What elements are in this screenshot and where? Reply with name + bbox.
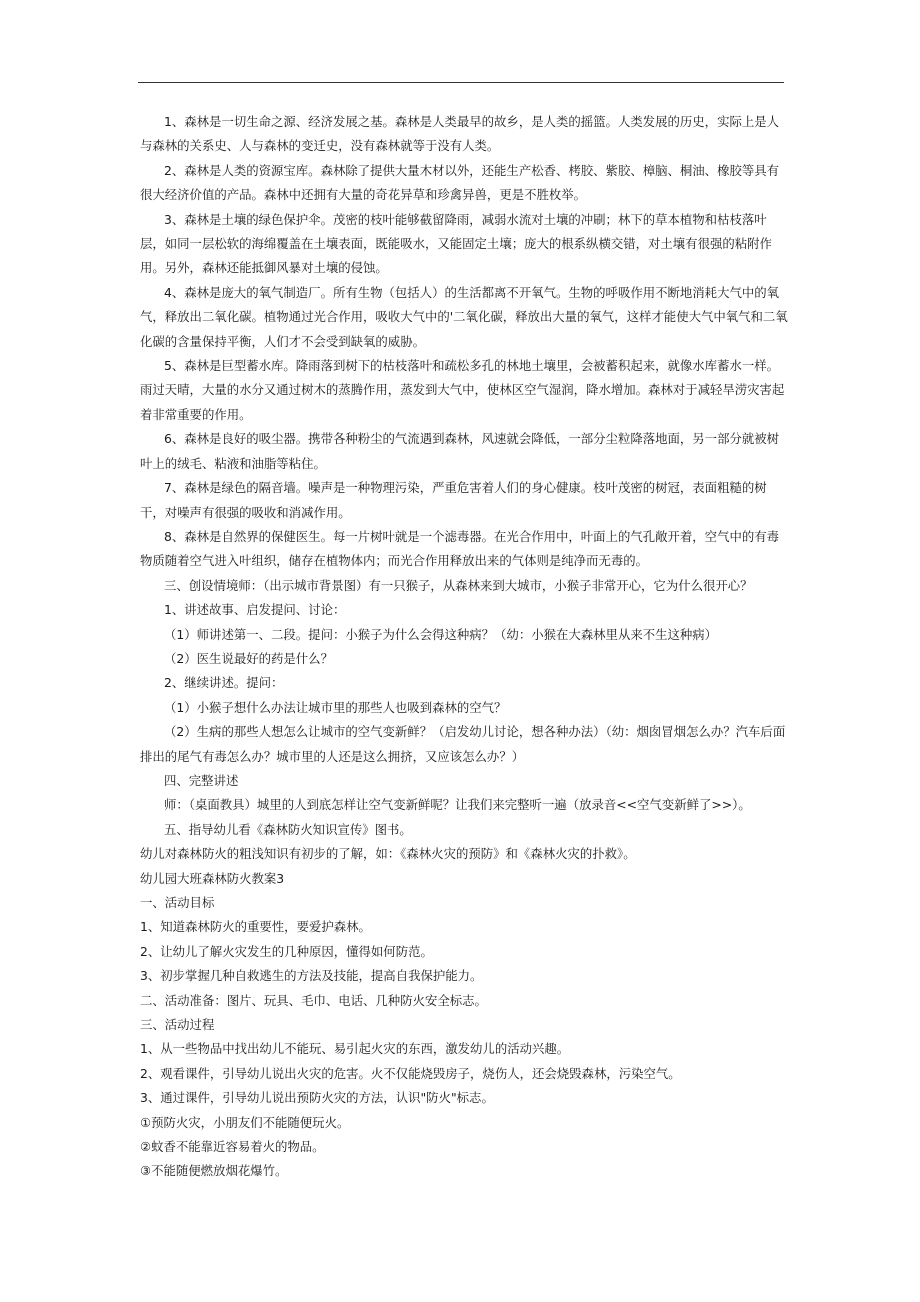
paragraph: 2、观看课件，引导幼儿说出火灾的危害。火不仅能烧毁房子，烧伤人，还会烧毁森林，污染空气。 (140, 1065, 681, 1081)
document-body (140, 110, 788, 1184)
paragraph: ③不能随便燃放烟花爆竹。 (140, 1163, 288, 1179)
paragraph: 三、活动过程 (140, 1017, 215, 1033)
paragraph: 2、让幼儿了解火灾发生的几种原因，懂得如何防范。 (140, 943, 433, 959)
paragraph: （1）师讲述第一、二段。提问：小猴子为什么会得这种病？（幼：小猴在大森林里从来不生这种病） (164, 626, 718, 642)
paragraph: 8、森林是自然界的保健医生。每一片树叶就是一个滤毒器。在光合作用中，叶面上的气孔敞开着，空气中的有毒物质随着空气进入叶组织，储存在植物体内；而光合作用释放出来的气体则是纯净而无毒的。 (140, 528, 780, 569)
paragraph: （1）小猴子想什么办法让城市里的那些人也吸到森林的空气？ (164, 699, 507, 715)
paragraph: 2、森林是人类的资源宝库。森林除了提供大量木材以外，还能生产松香、栲胶、紫胶、樟脑、桐油、橡胶等具有很大经济价值的产品。森林中还拥有大量的奇花异草和珍禽异兽，更是不胜枚举。 (140, 162, 780, 203)
paragraph: 1、从一些物品中找出幼儿不能玩、易引起火灾的东西，激发幼儿的活动兴趣。 (140, 1041, 570, 1057)
paragraph: 7、森林是绿色的隔音墙。噪声是一种物理污染，严重危害着人们的身心健康。枝叶茂密的树冠，表面粗糙的树干，对噪声有很强的吸收和消减作用。 (140, 480, 767, 520)
paragraph: 师：（桌面教具）城里的人到底怎样让空气变新鲜呢？让我们来完整听一遍（放录音<<空气变新鲜了>>）。 (164, 797, 751, 813)
paragraph: ①预防火灾，小朋友们不能随便玩火。 (140, 1114, 350, 1130)
paragraph: 3、森林是土壤的绿色保护伞。茂密的枝叶能够截留降雨，减弱水流对土壤的冲刷；林下的草本植物和枯枝落叶层，如同一层松软的海绵覆盖在土壤表面，既能吸水，又能固定土壤；庞大的根系纵横交错，对土壤有很强的粘附作用。另外，森林还能抵御风暴对土壤的侵蚀。 (140, 211, 772, 276)
paragraph: 5、森林是巨型蓄水库。降雨落到树下的枯枝落叶和疏松多孔的林地土壤里，会被蓄积起来，就像水库蓄水一样。雨过天晴，大量的水分又通过树木的蒸腾作用，蒸发到大气中，使林区空气湿润，降水增加。森林对于减轻旱涝灾害起着非常重要的作用。 (140, 358, 785, 422)
paragraph: 1、讲述故事、启发提问、讨论： (164, 602, 346, 618)
paragraph: 2、继续讲述。提问： (164, 675, 284, 691)
paragraph: 1、知道森林防火的重要性，要爱护森林。 (140, 919, 371, 935)
paragraph: 6、森林是良好的吸尘器。携带各种粉尘的气流遇到森林，风速就会降低，一部分尘粒降落地面，另一部分就被树叶上的绒毛、粘液和油脂等粘住。 (140, 431, 780, 471)
paragraph: 五、指导幼儿看《森林防火知识宣传》图书。 (164, 821, 412, 837)
paragraph: 幼儿对森林防火的粗浅知识有初步的了解，如：《森林火灾的预防》和《森林火灾的扑救》。 (140, 846, 636, 862)
paragraph: （2）医生说最好的药是什么？ (164, 650, 333, 666)
paragraph: 幼儿园大班森林防火教案3 (140, 870, 285, 886)
paragraph: ②蚊香不能靠近容易着火的物品。 (140, 1139, 325, 1155)
paragraph: 四、完整讲述 (164, 772, 239, 788)
paragraph: 二、活动准备：图片、玩具、毛巾、电话、几种防火安全标志。 (140, 992, 487, 1008)
paragraph: 4、森林是庞大的氧气制造厂。所有生物（包括人）的生活都离不开氧气。生物的呼吸作用不断地消耗大气中的氧气，释放出二氧化碳。植物通过光合作用，吸收大气中的'二氧化碳，释放出大量的氧气，这样才能使大气中氧气和二氧化碳的含量保持平衡，人们才不会受到缺氧的威胁。 (140, 284, 788, 349)
paragraph: 1、森林是一切生命之源、经济发展之基。森林是人类最早的故乡，是人类的摇篮。人类发展的历史，实际上是人与森林的关系史、人与森林的变迁史，没有森林就等于没有人类。 (140, 114, 780, 154)
paragraph: 三、创设情境师：（出示城市背景图）有一只猴子，从森林来到大城市，小猴子非常开心，它为什么很开心？ (164, 577, 753, 593)
paragraph: 3、初步掌握几种自救逃生的方法及技能，提高自我保护能力。 (140, 968, 483, 984)
paragraph: （2）生病的那些人想怎么让城市的空气变新鲜？（启发幼儿讨论，想各种办法）（幼：烟囱冒烟怎么办？汽车后面排出的尾气有毒怎么办？城市里的人还是这么拥挤，又应该怎么办？） (140, 724, 786, 764)
paragraph: 一、活动目标 (140, 895, 215, 910)
header-rule (138, 82, 784, 83)
paragraph: 3、通过课件，引导幼儿说出预防火灾的方法，认识"防火"标志。 (140, 1090, 494, 1106)
